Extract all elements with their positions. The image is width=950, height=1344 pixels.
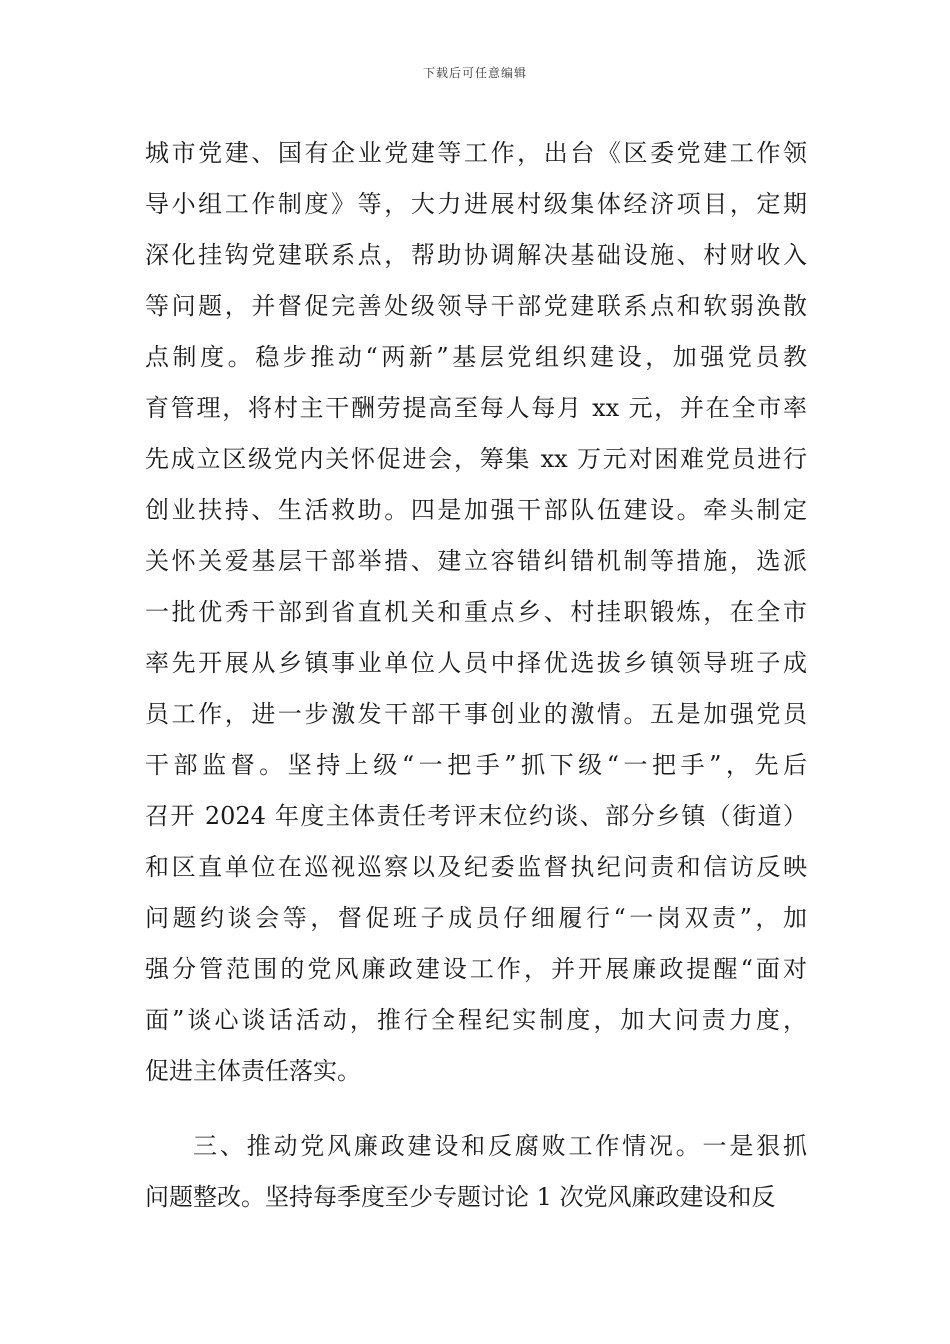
text-line: 先成立区级党内关怀促进会，筹集 xx 万元对困难党员进行 — [145, 445, 807, 473]
text-line: 城市党建、国有企业党建等工作，出台《区委党建工作领 — [145, 139, 807, 167]
text-line: 召开 2024 年度主体责任考评末位约谈、部分乡镇（街道） — [145, 802, 807, 830]
text-line: 面”谈心谈话活动，推行全程纪实制度，加大问责力度， — [145, 1006, 807, 1034]
text-line: 关怀关爱基层干部举措、建立容错纠错机制等措施，选派 — [145, 547, 807, 575]
text-line: 三、推动党风廉政建设和反腐败工作情况。一是狠抓 — [193, 1132, 807, 1160]
text-line: 强分管范围的党风廉政建设工作，并开展廉政提醒“面对 — [145, 955, 807, 983]
text-line: 育管理，将村主干酬劳提高至每人每月 xx 元，并在全市率 — [145, 394, 807, 422]
text-line: 问题整改。坚持每季度至少专题讨论 1 次党风廉政建设和反 — [145, 1183, 776, 1211]
text-line: 干部监督。坚持上级“一把手”抓下级“一把手”，先后 — [145, 751, 807, 779]
text-line: 创业扶持、生活救助。四是加强干部队伍建设。牵头制定 — [145, 496, 807, 524]
text-line: 和区直单位在巡视巡察以及纪委监督执纪问责和信访反映 — [145, 853, 807, 881]
paragraph-section-three — [145, 1121, 807, 1223]
text-line: 一批优秀干部到省直机关和重点乡、村挂职锻炼，在全市 — [145, 598, 807, 626]
text-line: 等问题，并督促完善处级领导干部党建联系点和软弱涣散 — [145, 292, 807, 320]
text-line: 问题约谈会等，督促班子成员仔细履行“一岗双责”，加 — [145, 904, 807, 932]
text-line: 点制度。稳步推动“两新”基层党组织建设，加强党员教 — [145, 343, 807, 371]
text-line: 导小组工作制度》等，大力进展村级集体经济项目，定期 — [145, 190, 807, 218]
text-line: 促进主体责任落实。 — [145, 1057, 361, 1085]
page-header-note: 下载后可任意编辑 — [422, 66, 527, 80]
text-line: 深化挂钩党建联系点，帮助协调解决基础设施、村财收入 — [145, 241, 807, 269]
paragraph-continued — [145, 128, 807, 1097]
text-line: 员工作，进一步激发干部干事创业的激情。五是加强党员 — [145, 700, 807, 728]
text-line: 率先开展从乡镇事业单位人员中择优选拔乡镇领导班子成 — [145, 649, 807, 677]
